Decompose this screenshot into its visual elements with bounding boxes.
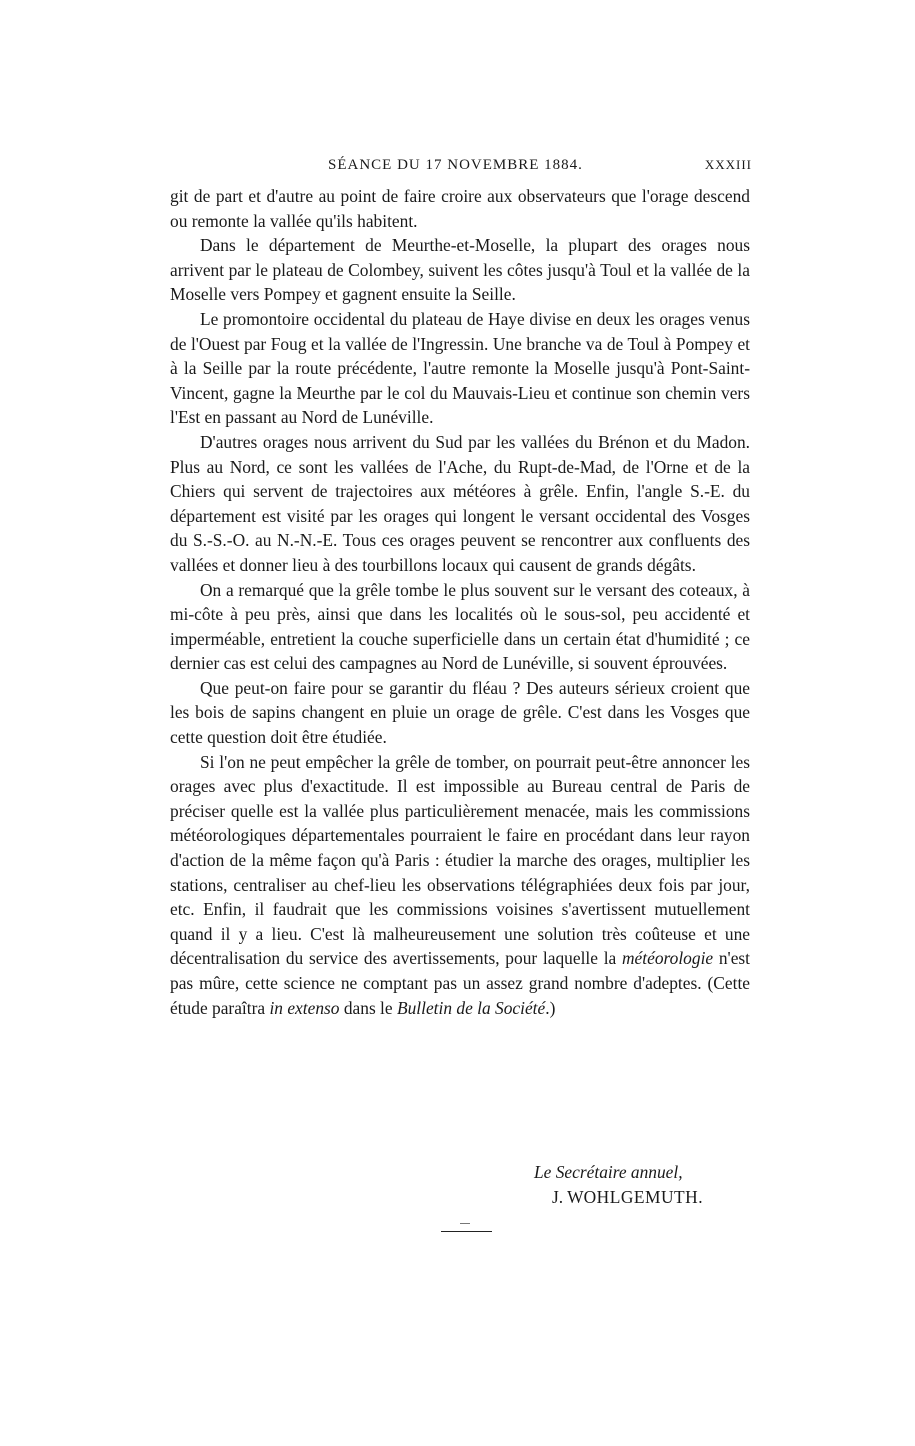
page-number: XXXIII (704, 157, 752, 172)
paragraph-annoncer-orages (170, 750, 750, 1021)
paragraph-autres-orages: D'autres orages nous arrivent du Sud par les vallées du Brénon et du Madon. Plus au Nord, ce sont les vallées de l'Ache, du Rupt-de-Mad, de l'Orne et de la Chiers qui servent de trajectoires aux météores à grêle. Enfin, l'angle S.-E. du département est visité par les orages qui longent le versant occidental des Vosges du S.-S.-O. au N.-N.-E. Tous ces orages peuvent se rencontrer aux confluents des vallées et donner lieu à des tourbillons locaux qui causent de grands dégâts. (170, 431, 750, 575)
emphasis-in-extenso: in extenso (269, 997, 340, 1018)
signature-initial: J. W (552, 1187, 584, 1207)
running-head (170, 157, 760, 181)
signature-period: . (698, 1187, 703, 1207)
body-text (170, 184, 750, 1020)
paragraph-garantir-fleau: Que peut-on faire pour se garantir du fléau ? Des auteurs sérieux croient que les bois de sapins changent en pluie un orage de grêle. C'est dans les Vosges que cette question doit être étudiée. (170, 677, 750, 748)
paragraph-text: n'est pas mûre, cette science ne comptant pas un assez grand nombre d'adeptes. (Cette étude paraîtra (170, 948, 751, 1018)
signature-role: Le Secrétaire annuel, (534, 1162, 683, 1182)
paragraph-continuation: git de part et d'autre au point de faire croire aux observateurs que l'orage descend ou remonte la vallée qu'ils habitent. (170, 186, 750, 231)
signature-name (552, 1185, 703, 1210)
paragraph-text: dans le (339, 997, 397, 1018)
emphasis-bulletin: Bulletin de la Société (396, 997, 546, 1018)
end-rule-accent (460, 1223, 470, 1224)
paragraph-plateau-de-haye: Le promontoire occidental du plateau de Haye divise en deux les orages venus de l'Ouest par Foug et la vallée de l'Ingressin. Une branche va de Toul à Pompey et à la Seille par la route précédente, l'autre remonte la Moselle jusqu'à Pont-Saint-Vincent, gagne la Meurthe par le col du Mauvais-Lieu et continue son chemin vers l'Est en passant au Nord de Lunéville. (170, 308, 750, 428)
signature-surname: OHLGEMUTH (583, 1187, 699, 1207)
emphasis-meteorologie: météorologie (622, 948, 714, 969)
running-title: SÉANCE DU 17 NOVEMBRE 1884. (328, 157, 583, 173)
paragraph-text: .) (545, 997, 556, 1018)
end-rule (441, 1231, 492, 1232)
paragraph-text: Si l'on ne peut empêcher la grêle de tomber, on pourrait peut-être annoncer les orages avec plus d'exactitude. Il est impossible au Bureau central de Paris de préciser quelle est la vallée plus particulièrement menacée, mais les commissions météorologiques départementales pourraient le faire en procédant dans leur rayon d'action de la même façon qu'à Paris : étudier la marche des orages, multiplier les stations, centraliser au chef-lieu les observations télégraphiées deux fois par jour, etc. Enfin, il faudrait que les commissions voisines s'avertissent mutuellement quand il y a lieu. C'est là malheureusement une solution très coûteuse et une décentralisation du service des avertissements, pour laquelle la (170, 751, 750, 969)
paragraph-grele-versant: On a remarqué que la grêle tombe le plus souvent sur le versant des coteaux, à mi-côte à peu près, ainsi que dans les localités où le sous-sol, peu accidenté et imperméable, entretient la couche superficielle dans un certain état d'humidité ; ce dernier cas est celui des campagnes au Nord de Lunéville, si souvent éprouvées. (170, 579, 750, 674)
paragraph-meurthe-et-moselle: Dans le département de Meurthe-et-Moselle, la plupart des orages nous arrivent par le plateau de Colombey, suivent les côtes jusqu'à Toul et la vallée de la Moselle vers Pompey et gagnent ensuite la Seille. (170, 235, 750, 305)
